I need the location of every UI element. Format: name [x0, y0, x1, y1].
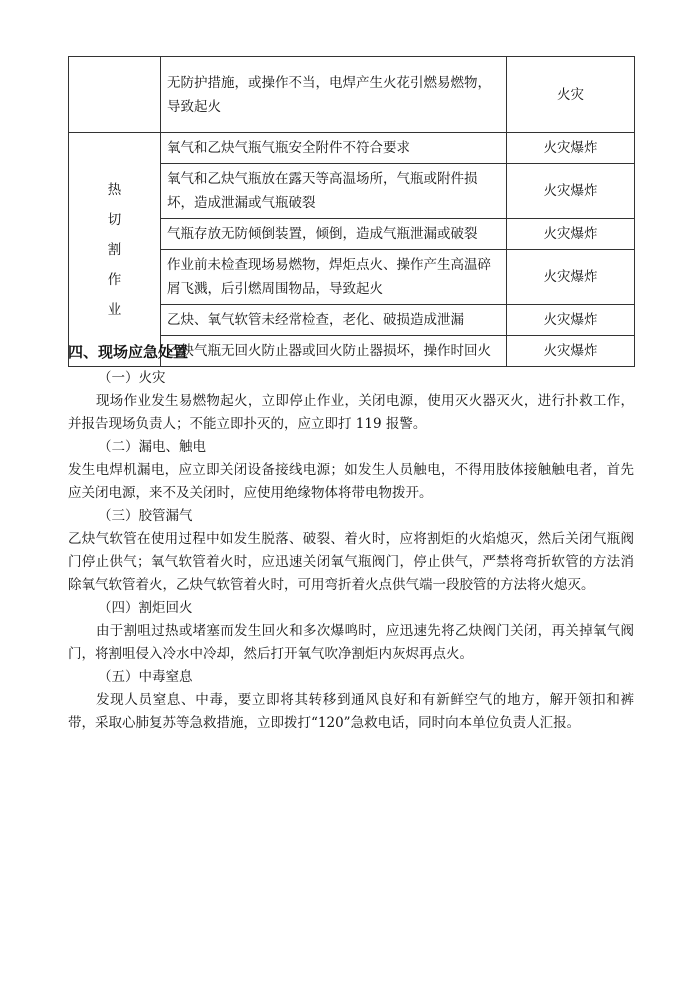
category-char: 割 — [107, 241, 122, 258]
paragraph-hose-leak: 乙炔气软管在使用过程中如发生脱落、破裂、着火时，应将割炬的火焰熄灭，然后关闭气瓶阀门停止供气；氧气软管着火时，应迅速关闭氧气瓶阀门，停止供气，严禁将弯折软管的方法消除氧气软管着火，乙炔气软管着火时，可用弯折着火点供气端一段胶管的方法将火熄灭。 — [68, 531, 634, 593]
hazard-result: 火灾爆炸 — [507, 305, 635, 336]
subsection-heading-fire: （一）火灾 — [98, 370, 166, 386]
hazard-result: 火灾爆炸 — [507, 250, 635, 305]
emergency-content — [68, 367, 634, 735]
hazard-description: 氧气和乙炔气瓶气瓶安全附件不符合要求 — [161, 133, 507, 164]
paragraph-poisoning: 发现人员窒息、中毒，要立即将其转移到通风良好和有新鲜空气的地方，解开领扣和裤带，采取心肺复苏等急救措施，立即拨打“120”急救电话，同时向本单位负责人汇报。 — [68, 692, 634, 731]
table-row — [69, 133, 635, 164]
paragraph-flashback: 由于割咀过热或堵塞而发生回火和多次爆鸣时，应迅速先将乙炔阀门关闭，再关掉氧气阀门，将割咀侵入冷水中冷却，然后打开氧气吹净割炬内灰烬再点火。 — [68, 623, 634, 662]
category-cell-empty — [69, 57, 161, 133]
category-char: 业 — [107, 301, 122, 318]
hazard-result: 火灾爆炸 — [507, 164, 635, 219]
section-title: 四、现场应急处置 — [68, 343, 189, 361]
hazard-description: 氧气和乙炔气瓶放在露天等高温场所，气瓶或附件损坏，造成泄漏或气瓶破裂 — [161, 164, 507, 219]
subsection-heading-hose-leak: （三）胶管漏气 — [98, 508, 193, 524]
category-char: 作 — [107, 271, 122, 288]
subsection-heading-flashback: （四）割炬回火 — [98, 600, 193, 616]
paragraph-fire: 现场作业发生易燃物起火，立即停止作业，关闭电源，使用灭火器灭火，进行扑救工作，并报告现场负责人；不能立即扑灭的，应立即打 119 报警。 — [68, 393, 634, 432]
table-row — [69, 57, 635, 133]
category-char: 热 — [107, 181, 122, 198]
hazard-result: 火灾爆炸 — [507, 336, 635, 367]
hazard-result: 火灾爆炸 — [507, 133, 635, 164]
paragraph-electric: 发生电焊机漏电，应立即关闭设备接线电源；如发生人员触电，不得用肢体接触触电者，首先应关闭电源，来不及关闭时，应使用绝缘物体将带电物拨开。 — [68, 462, 634, 501]
category-cell-hot-cutting — [69, 133, 161, 367]
subsection-heading-poisoning: （五）中毒窒息 — [98, 669, 193, 685]
hazard-result: 火灾爆炸 — [507, 219, 635, 250]
hazard-description: 气瓶存放无防倾倒装置，倾倒，造成气瓶泄漏或破裂 — [161, 219, 507, 250]
hazard-description: 作业前未检查现场易燃物，焊炬点火、操作产生高温碎屑飞溅，后引燃周围物品，导致起火 — [161, 250, 507, 305]
subsection-heading-electric: （二）漏电、触电 — [98, 439, 206, 455]
hazard-description: 乙炔、氧气软管未经常检查，老化、破损造成泄漏 — [161, 305, 507, 336]
hazard-description: 乙炔气瓶无回火防止器或回火防止器损坏，操作时回火 — [161, 336, 507, 367]
category-char: 切 — [107, 211, 122, 228]
hazard-description: 无防护措施，或操作不当，电焊产生火花引燃易燃物，导致起火 — [161, 57, 507, 133]
hazard-result: 火灾 — [507, 57, 635, 133]
hazard-table — [68, 56, 635, 367]
